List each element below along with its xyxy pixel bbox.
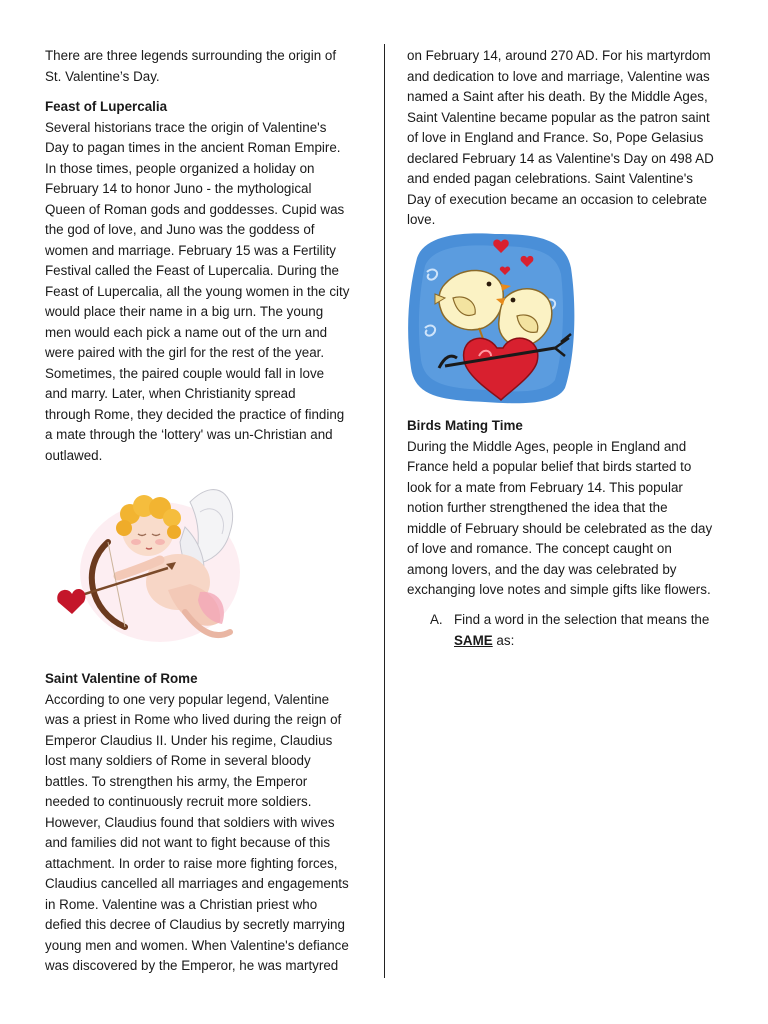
paragraph-line: love. [407, 212, 436, 227]
paragraph-line: France held a popular belief that birds started to [407, 459, 692, 474]
paragraph-line: was a priest in Rome who lived during the reign of [45, 712, 342, 727]
paragraph-line: of love in England and France. So, Pope Gelasius [407, 130, 704, 145]
section-birds-mating-time [407, 416, 712, 601]
section-saint-valentine-of-rome [45, 669, 349, 977]
section-heading: Birds Mating Time [407, 418, 523, 433]
paragraph-line: declared February 14 as Valentine's Day on 498 AD [407, 150, 714, 166]
paragraph-line: Queen of Roman gods and goddesses. Cupid was [45, 201, 345, 217]
paragraph-line: on February 14, around 270 AD. For his martyrdom [407, 48, 711, 63]
paragraph-line: According to one very popular legend, Valentine [45, 691, 330, 707]
paragraph-line: defied this decree of Claudius by secretly marrying [45, 917, 345, 932]
cupid-illustration [50, 472, 240, 657]
paragraph-line: and families did not want to fight because of this [45, 835, 331, 850]
paragraph-line: middle of February should be celebrated as the day [407, 520, 713, 536]
paragraph-line: named a Saint after his death. By the Middle Ages, [407, 89, 708, 104]
paragraph-line: exchanging love notes and simple gifts like flowers. [407, 582, 711, 597]
lovebirds-heart-illustration [405, 228, 577, 408]
paragraph-line: through Rome, they decided the practice of finding [45, 406, 345, 422]
paragraph-line: women and marriage. February 15 was a Fertility [45, 242, 336, 258]
paragraph-line: Emperor Claudius II. Under his regime, Claudius [45, 732, 333, 748]
section-heading: Saint Valentine of Rome [45, 671, 198, 686]
paragraph-line: a mate through the ‘lottery' was un-Christian and [45, 427, 333, 442]
paragraph-line: attachment. In order to raise more fighting forces, [45, 855, 338, 871]
paragraph-line: and dedication to love and marriage, Valentine was [407, 68, 710, 84]
section-feast-of-lupercalia [45, 97, 349, 466]
paragraph-line: During the Middle Ages, people in England and [407, 438, 687, 454]
question-text-line-2 [454, 631, 754, 652]
question-text: Find a word in the selection that means the [454, 612, 710, 627]
intro-line: St. Valentine’s Day. [45, 68, 160, 84]
paragraph-line: Feast of Lupercalia, all the young women in the city [45, 283, 350, 299]
intro-line: There are three legends surrounding the origin of [45, 48, 337, 63]
paragraph-line: battles. To strengthen his army, the Emperor [45, 773, 308, 789]
paragraph-line: However, Claudius found that soldiers with wives [45, 814, 335, 830]
section-heading: Feast of Lupercalia [45, 99, 168, 114]
paragraph-line: Festival called the Feast of Lupercalia. During the [45, 263, 340, 278]
paragraph-line: Day of execution became an occasion to celebrate [407, 191, 707, 207]
paragraph-line: needed to continuously recruit more soldiers. [45, 794, 312, 809]
paragraph-line: Sometimes, the paired couple would fall in love [45, 365, 325, 381]
question-letter: A. [430, 612, 443, 627]
paragraph-line: was discovered by the Emperor, he was martyred [45, 958, 339, 973]
paragraph-line: men would each pick a name out of the urn and [45, 324, 328, 340]
paragraph-line: February 14 to honor Juno - the mythological [45, 181, 312, 196]
paragraph-line: notion further strengthened the idea that the [407, 500, 668, 515]
column-divider [384, 44, 385, 978]
paragraph-line: the god of love, and Juno was the goddess of [45, 222, 315, 237]
paragraph-line: in Rome. Valentine was a Christian priest who [45, 896, 318, 912]
paragraph-line: look for a mate from February 14. This popular [407, 479, 683, 495]
paragraph-line: would place their name in a big urn. The young [45, 304, 324, 319]
continuation-paragraph [407, 46, 714, 231]
paragraph-line: Claudius cancelled all marriages and engagements [45, 876, 349, 891]
question-tail: as: [492, 632, 515, 648]
paragraph-line: and marry. Later, when Christianity spread [45, 386, 296, 401]
paragraph-line: young men and women. When Valentine's defiance [45, 937, 349, 953]
question-emphasis: SAME [454, 632, 493, 648]
paragraph-line: Day to pagan times in the ancient Roman Empire. [45, 140, 341, 155]
paragraph-line: outlawed. [45, 447, 103, 463]
paragraph-line: and ended pagan celebrations. Saint Valentine's [407, 171, 693, 186]
paragraph-line: were paired with the girl for the rest of the year. [45, 345, 325, 360]
paragraph-line: In those times, people organized a holiday on [45, 160, 315, 176]
paragraph-line: of love and romance. The concept caught on [407, 541, 672, 556]
paragraph-line: among lovers, and the day was celebrated by [407, 561, 677, 577]
intro-paragraph [45, 46, 336, 87]
paragraph-line: Several historians trace the origin of Valentine's [45, 119, 327, 135]
paragraph-line: Saint Valentine became popular as the patron saint [407, 109, 710, 125]
paragraph-line: lost many soldiers of Rome in several bloody [45, 753, 311, 768]
